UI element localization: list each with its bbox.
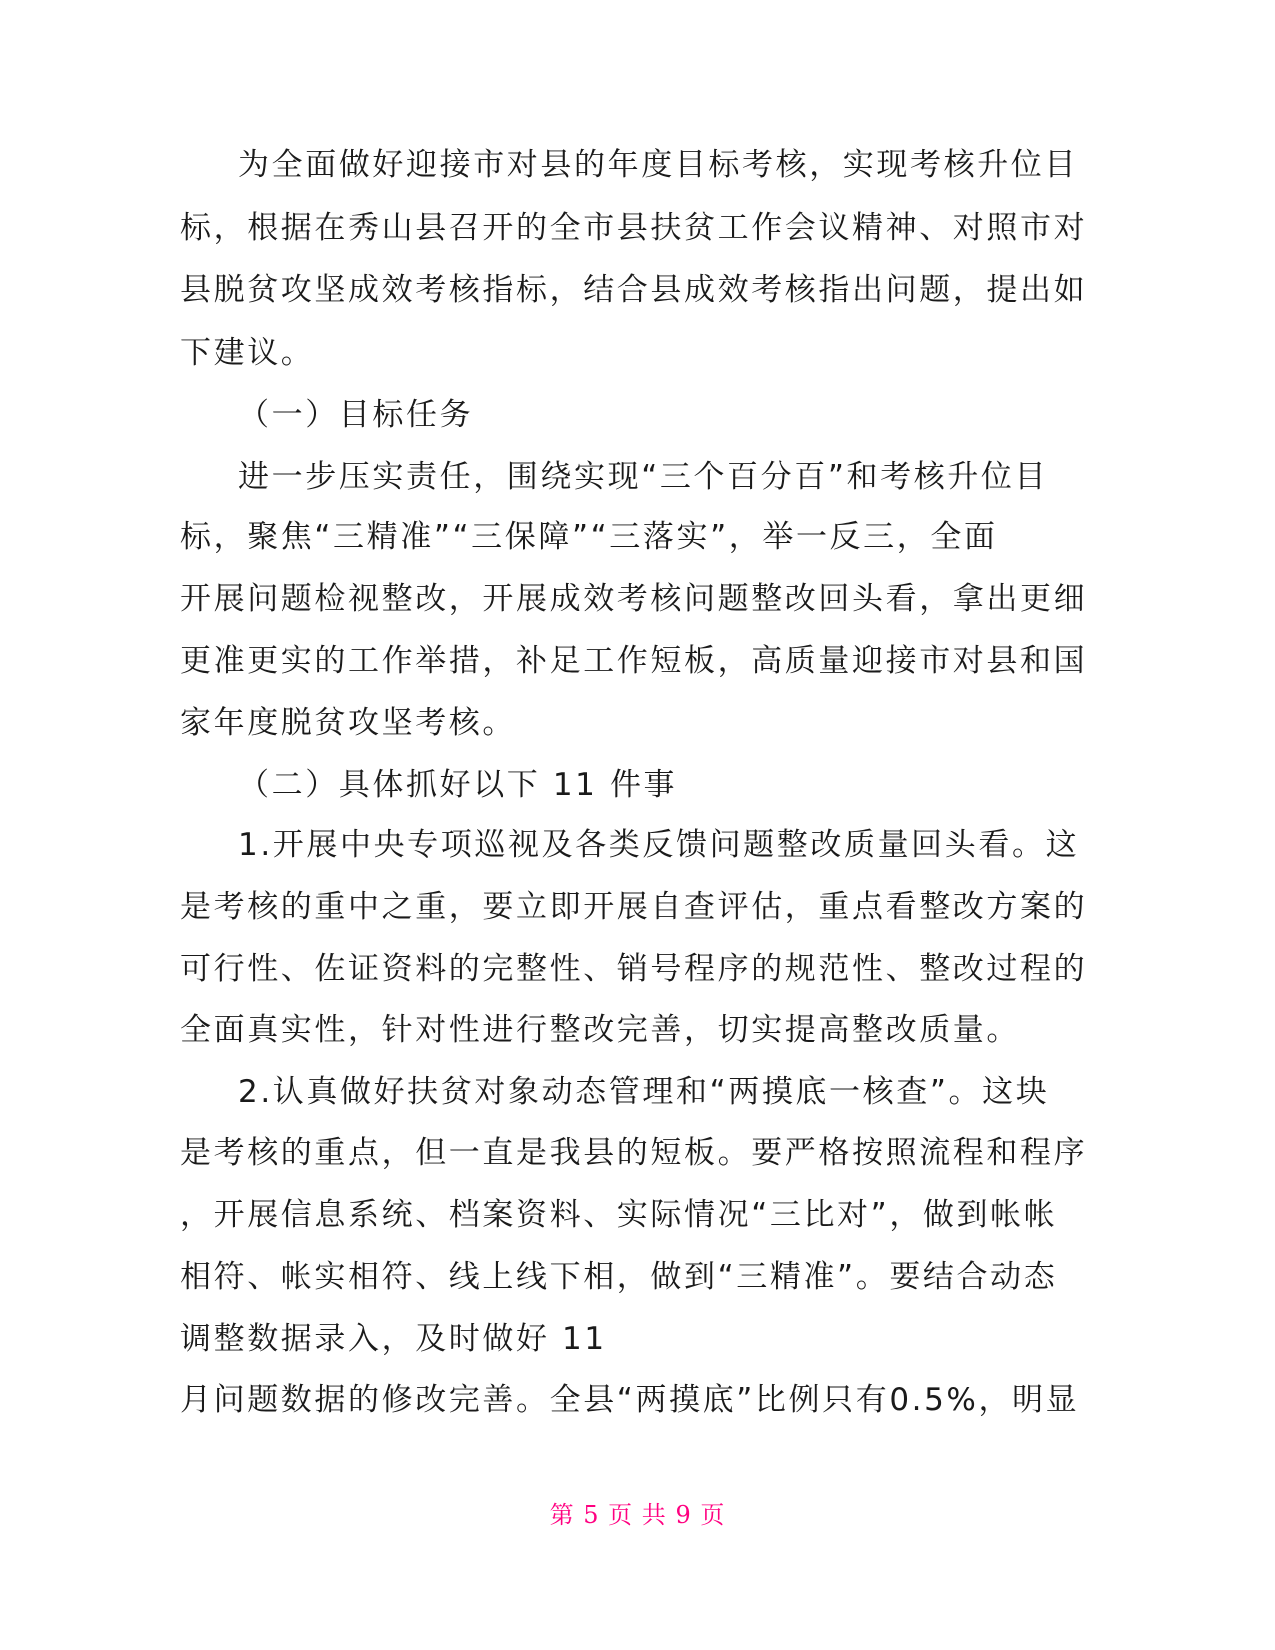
paragraph-line: 相符、帐实相符、线上线下相，做到“三精准”。要结合动态 bbox=[180, 1259, 1058, 1295]
section-heading: （一）目标任务 bbox=[238, 397, 474, 433]
page-number-footer: 第 5 页 共 9 页 bbox=[549, 1501, 726, 1529]
paragraph-line: 县脱贫攻坚成效考核指标，结合县成效考核指出问题，提出如 bbox=[180, 272, 1088, 308]
paragraph-line: 2.认真做好扶贫对象动态管理和“两摸底一核查”。这块 bbox=[238, 1074, 1050, 1110]
paragraph-line: 是考核的重点，但一直是我县的短板。要严格按照流程和程序 bbox=[180, 1135, 1088, 1171]
section-heading: （二）具体抓好以下 11 件事 bbox=[238, 767, 678, 803]
paragraph-line: 月问题数据的修改完善。全县“两摸底”比例只有0.5%，明显 bbox=[180, 1382, 1080, 1418]
paragraph-line: 为全面做好迎接市对县的年度目标考核，实现考核升位目 bbox=[238, 147, 1078, 183]
paragraph-line: 下建议。 bbox=[180, 335, 315, 371]
paragraph-line: 进一步压实责任，围绕实现“三个百分百”和考核升位目 bbox=[238, 459, 1049, 495]
paragraph-line: 可行性、佐证资料的完整性、销号程序的规范性、整改过程的 bbox=[180, 951, 1088, 987]
paragraph-line: 标，根据在秀山县召开的全市县扶贫工作会议精神、对照市对 bbox=[180, 210, 1088, 246]
paragraph-line: 1.开展中央专项巡视及各类反馈问题整改质量回头看。这 bbox=[238, 827, 1080, 863]
paragraph-line: 家年度脱贫攻坚考核。 bbox=[180, 705, 516, 741]
paragraph-line: ，开展信息系统、档案资料、实际情况“三比对”，做到帐帐 bbox=[180, 1197, 1058, 1233]
paragraph-line: 是考核的重中之重，要立即开展自查评估，重点看整改方案的 bbox=[180, 889, 1088, 925]
paragraph-line: 全面真实性，针对性进行整改完善，切实提高整改质量。 bbox=[180, 1012, 1020, 1048]
paragraph-line: 开展问题检视整改，开展成效考核问题整改回头看，拿出更细 bbox=[180, 581, 1088, 617]
paragraph-line: 调整数据录入，及时做好 11 bbox=[180, 1321, 607, 1357]
paragraph-line: 标，聚焦“三精准”“三保障”“三落实”，举一反三，全面 bbox=[180, 519, 998, 555]
paragraph-line: 更准更实的工作举措，补足工作短板，高质量迎接市对县和国 bbox=[180, 643, 1088, 679]
